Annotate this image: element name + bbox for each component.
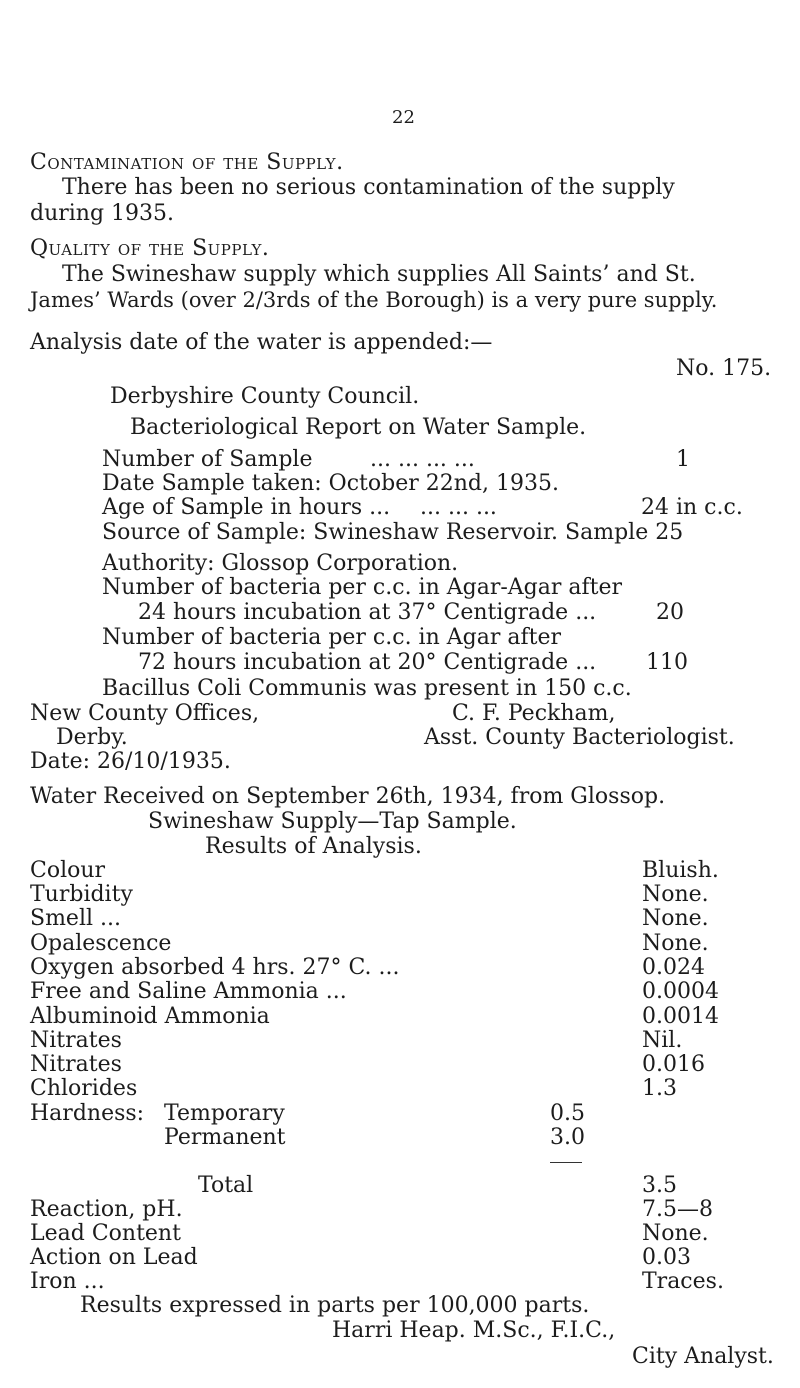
result-value: None. <box>642 882 709 908</box>
report-row-value: 1 <box>676 447 690 473</box>
result-label: Albuminoid Ammonia <box>30 1003 270 1029</box>
report-source-line: Source of Sample: Swineshaw Reservoir. Sample 25 <box>102 520 684 546</box>
report-row-dots: ... ... ... ... <box>370 447 475 473</box>
report-row-value: 24 in c.c. <box>641 495 743 521</box>
hardness-label: Hardness: <box>30 1100 145 1126</box>
result-label: Nitrates <box>30 1051 122 1077</box>
bacteria-20-value: 110 <box>646 650 688 675</box>
result-label: Lead Content <box>30 1221 181 1247</box>
report-council: Derbyshire County Council. <box>110 383 420 409</box>
report-row-label: Date Sample taken: October 22nd, 1935. <box>102 471 559 497</box>
temporary-label: Temporary <box>164 1100 285 1126</box>
quality-heading: Quality of the Supply. <box>30 236 270 262</box>
result-label: Opalescence <box>30 931 172 956</box>
results-note: Results expressed in parts per 100,000 parts. <box>80 1293 590 1319</box>
report-row-label: Number of Sample <box>102 447 313 473</box>
quality-text-line-1: The Swineshaw supply which supplies All Saints’ and St. <box>62 262 696 287</box>
result-value: 0.016 <box>642 1051 705 1077</box>
total-value: 3.5 <box>642 1172 677 1198</box>
bacteria-20-line-1: Number of bacteria per c.c. in Agar after <box>102 625 561 651</box>
quality-text-line-2: James’ Wards (over 2/3rds of the Borough) is a very pure supply. <box>30 287 718 312</box>
result-label: Nitrates <box>30 1027 122 1053</box>
analyst-name: Harri Heap. M.Sc., F.I.C., <box>332 1318 616 1344</box>
result-label: Colour <box>30 858 106 884</box>
bacteria-37-value: 20 <box>656 600 684 626</box>
results-title: Results of Analysis. <box>205 834 422 860</box>
page-number: 22 <box>392 107 415 129</box>
report-title: Bacteriological Report on Water Sample. <box>130 415 587 440</box>
report-authority-line: Authority: Glossop Corporation. <box>102 550 459 576</box>
contamination-text-line-1: There has been no serious contamination of the supply <box>62 175 675 201</box>
result-value: 0.0004 <box>642 979 719 1004</box>
office-line-1: New County Offices, <box>30 700 260 726</box>
water-supply-line: Swineshaw Supply—Tap Sample. <box>148 808 517 834</box>
coli-line: Bacillus Coli Communis was present in 150 c.c. <box>102 675 632 701</box>
result-value: Bluish. <box>642 858 719 884</box>
total-rule <box>550 1162 582 1163</box>
analyst-title: City Analyst. <box>632 1343 774 1369</box>
temporary-value: 0.5 <box>550 1100 585 1126</box>
result-label: Reaction, pH. <box>30 1197 183 1223</box>
signer-line-1: C. F. Peckham, <box>452 700 616 726</box>
result-label: Smell ... <box>30 906 121 932</box>
result-value: Traces. <box>642 1269 724 1295</box>
signer-line-2: Asst. County Bacteriologist. <box>424 724 735 750</box>
report-number: No. 175. <box>676 356 772 381</box>
result-value: Nil. <box>642 1027 683 1053</box>
bacteria-20-line-2: 72 hours incubation at 20° Centigrade ... <box>138 650 597 675</box>
result-value: 0.03 <box>642 1245 691 1271</box>
office-line-2: Derby. <box>56 724 128 750</box>
analysis-intro: Analysis date of the water is appended:— <box>30 330 493 356</box>
result-label: Turbidity <box>30 882 133 908</box>
result-value: None. <box>642 906 709 932</box>
result-label: Iron ... <box>30 1269 105 1295</box>
bacteria-37-line-1: Number of bacteria per c.c. in Agar-Agar after <box>102 575 623 601</box>
result-label: Free and Saline Ammonia ... <box>30 979 347 1004</box>
result-label: Oxygen absorbed 4 hrs. 27° C. ... <box>30 955 400 980</box>
result-value: 0.024 <box>642 955 705 980</box>
total-label: Total <box>198 1172 254 1198</box>
report-row-label: Age of Sample in hours ... <box>102 495 391 521</box>
bacteria-37-line-2: 24 hours incubation at 37° Centigrade ... <box>138 600 597 626</box>
report-date: Date: 26/10/1935. <box>30 748 231 774</box>
result-value: 0.0014 <box>642 1003 719 1029</box>
result-value: None. <box>642 931 709 956</box>
result-label: Action on Lead <box>30 1245 198 1271</box>
result-label: Chlorides <box>30 1075 138 1101</box>
permanent-label: Permanent <box>164 1124 286 1150</box>
report-row-dots: ... ... ... <box>420 495 497 521</box>
contamination-heading: Contamination of the Supply. <box>30 149 344 175</box>
result-value: None. <box>642 1221 709 1247</box>
water-received-line: Water Received on September 26th, 1934, from Glossop. <box>30 783 666 809</box>
permanent-value: 3.0 <box>550 1124 585 1150</box>
result-value: 1.3 <box>642 1075 677 1101</box>
contamination-text-line-2: during 1935. <box>30 201 175 227</box>
result-value: 7.5—8 <box>642 1197 713 1223</box>
